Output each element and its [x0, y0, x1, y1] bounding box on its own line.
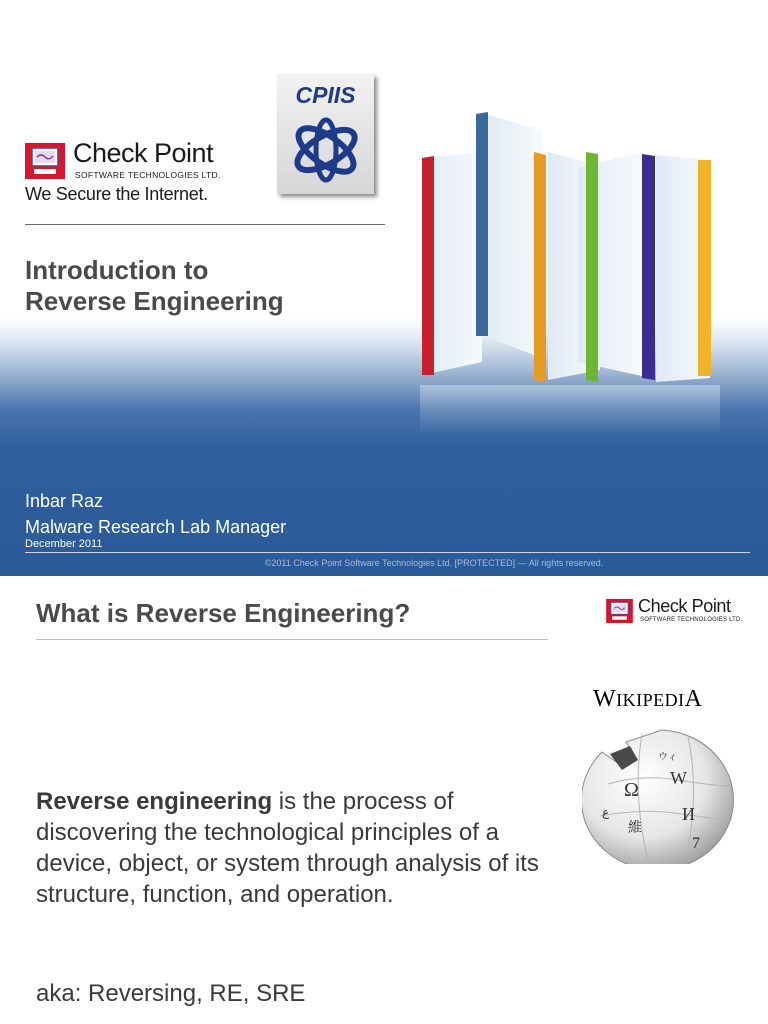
- wikipedia-wordmark-mid: IKIPEDI: [616, 690, 685, 710]
- cpiis-badge: [277, 74, 374, 194]
- title-line-2: Reverse Engineering: [25, 286, 284, 316]
- title-divider: [25, 224, 385, 225]
- company-name: Check Point: [73, 138, 214, 168]
- copyright-notice: ©2011 Check Point Software Technologies Ltd. [PROTECTED] — All rights reserved.: [264, 558, 604, 568]
- company-subtitle: SOFTWARE TECHNOLOGIES LTD.: [75, 170, 221, 180]
- presenter-role: Malware Research Lab Manager: [25, 517, 287, 537]
- presentation-date: December 2011: [25, 538, 103, 550]
- atom-emblem-icon: [289, 110, 363, 188]
- svg-text:維: 維: [628, 820, 642, 836]
- company-tagline: We Secure the Internet.: [25, 184, 208, 204]
- company-name-small: Check Point: [638, 596, 731, 616]
- check-point-logo-icon: [25, 143, 65, 179]
- slide-title: What is Reverse Engineering?: [36, 598, 411, 628]
- presenter-info: [25, 488, 286, 540]
- svg-text:И: И: [682, 804, 695, 824]
- aka-text: aka: Reversing, RE, SRE: [36, 980, 306, 1007]
- svg-text:ウィ: ウィ: [658, 752, 678, 763]
- wikipedia-wordmark-last: A: [684, 686, 703, 712]
- wikipedia-globe-icon: [582, 724, 742, 864]
- company-subtitle-small: SOFTWARE TECHNOLOGIES LTD.: [640, 617, 743, 623]
- svg-text:Ω: Ω: [624, 779, 639, 801]
- svg-text:7: 7: [692, 835, 700, 852]
- svg-text:W: W: [670, 768, 687, 788]
- definition-text: [36, 786, 556, 910]
- wikipedia-wordmark: [593, 686, 703, 713]
- presenter-name: Inbar Raz: [25, 491, 104, 511]
- cpiis-badge-label: CPIIS: [295, 82, 356, 108]
- definition-slide: [0, 576, 768, 1024]
- definition-term: Reverse engineering: [36, 788, 273, 815]
- wikipedia-wordmark-first: W: [593, 686, 617, 712]
- check-point-logo-icon: [606, 599, 633, 623]
- svg-text:ع: ع: [602, 805, 610, 819]
- footer-divider: [25, 552, 750, 553]
- book-panels-graphic: [400, 100, 740, 440]
- title-underline: [36, 639, 548, 640]
- title-line-1: Introduction to: [25, 255, 209, 285]
- presentation-title: [25, 255, 284, 317]
- definition-body: is the process of discovering the technological principles of a device, object, or system through analysis of its structure, function, and operation.: [36, 788, 539, 908]
